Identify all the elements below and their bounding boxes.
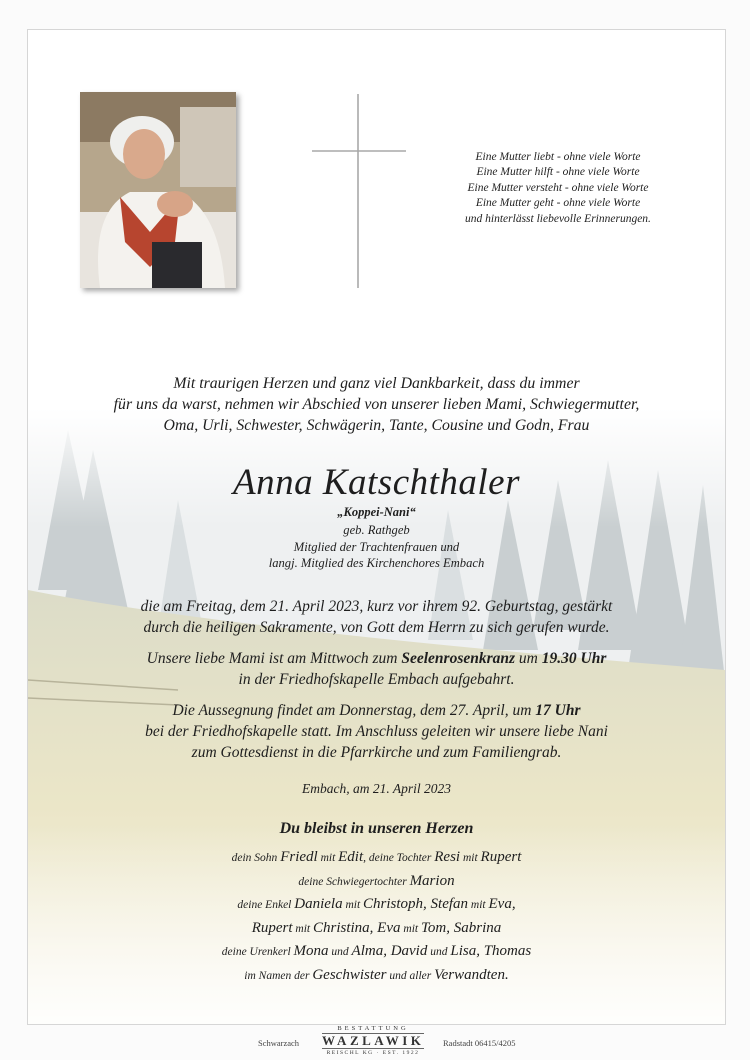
logo-sub: REISCHL KG · EST. 1922	[326, 1050, 420, 1056]
family-name: Christina, Eva	[313, 919, 401, 936]
family-name: Christoph, Stefan	[363, 896, 469, 912]
funeral-line-2: bei der Friedhofskapelle statt. Im Anschluss geleiten wir unsere liebe Nani	[145, 723, 608, 740]
intro-line: für uns da warst, nehmen wir Abschied von unserer lieben Mami, Schwiegermutter,	[113, 396, 640, 413]
family-line	[28, 964, 725, 988]
footer	[0, 1024, 750, 1060]
family-line	[28, 917, 725, 941]
poem-line: und hinterlässt liebevolle Erinnerungen.	[465, 212, 651, 225]
funeral-paragraph	[28, 700, 725, 763]
family-text: im Namen der	[244, 969, 313, 982]
poem-line: Eine Mutter liebt - ohne viele Worte	[475, 151, 641, 163]
footer-location-left: Schwarzach	[258, 1038, 300, 1048]
detail-line: geb. Rathgeb	[343, 523, 410, 537]
family-text: deine Urenkerl	[221, 946, 294, 958]
family-text: mit	[468, 899, 489, 911]
footer-location-right: Radstadt 06415/4205	[443, 1038, 516, 1048]
rosary-line-1	[28, 648, 725, 669]
family-name: Mona	[293, 943, 329, 959]
cross-icon	[312, 94, 406, 288]
family-text: mit	[400, 922, 421, 935]
family-text: mit	[342, 899, 364, 911]
detail-line: Mitglied der Trachtenfrauen und	[293, 539, 460, 554]
family-name: Edit	[338, 849, 364, 865]
family-name: Rupert	[480, 849, 522, 865]
family-list	[28, 846, 725, 987]
intro-line: Oma, Urli, Schwester, Schwägerin, Tante, Cousine und Godn, Frau	[163, 417, 590, 434]
family-name: Rupert	[251, 919, 293, 936]
rosary-event: Seelenrosenkranz	[401, 650, 516, 667]
family-text: und aller	[386, 969, 435, 982]
poem-line: Eine Mutter geht - ohne viele Worte	[475, 197, 641, 210]
family-text: mit	[460, 852, 481, 864]
family-name: Tom, Sabrina	[420, 919, 502, 936]
funeral-text: Die Aussegnung findet am Donnerstag, dem 27. April, um	[172, 702, 536, 719]
deceased-nickname: „Koppei-Nani“	[337, 505, 416, 519]
family-name: Geschwister	[312, 966, 387, 983]
funeral-line-3: zum Gottesdienst in die Pfarrkirche und zum Familiengrab.	[191, 744, 562, 761]
rosary-text: um	[515, 650, 542, 667]
funeral-home-logo	[314, 1025, 432, 1056]
family-name: Daniela	[294, 896, 343, 912]
obituary-page	[27, 29, 726, 1025]
funeral-time: 17 Uhr	[535, 702, 581, 719]
intro-line: Mit traurigen Herzen und ganz viel Dankbarkeit, dass du immer	[173, 375, 580, 392]
intro-text	[28, 373, 725, 436]
family-text: mit	[317, 852, 339, 864]
family-line	[28, 846, 725, 870]
family-name: Alma, David	[351, 943, 428, 959]
poem-line: Eine Mutter hilft - ohne viele Worte	[476, 166, 640, 179]
place-date: Embach, am 21. April 2023	[302, 781, 451, 796]
poem	[408, 150, 708, 227]
family-text: und	[328, 946, 352, 958]
detail-line: langj. Mitglied des Kirchenchores Embach	[268, 556, 485, 570]
rosary-time: 19.30 Uhr	[541, 650, 607, 667]
family-text: , deine Tochter	[363, 852, 435, 864]
family-name: Friedl	[280, 849, 318, 865]
death-line: die am Freitag, dem 21. April 2023, kurz vor ihrem 92. Geburtstag, gestärkt	[140, 598, 613, 615]
family-line	[28, 940, 725, 964]
family-name: Resi	[434, 849, 461, 865]
family-text: und	[427, 946, 451, 958]
portrait-photo	[80, 92, 236, 288]
family-text: mit	[292, 922, 313, 935]
family-name: Verwandten.	[434, 966, 509, 983]
family-text: deine Enkel	[237, 899, 295, 911]
logo-top: BESTATTUNG	[337, 1025, 409, 1032]
death-line: durch die heiligen Sakramente, von Gott dem Herrn zu sich gerufen wurde.	[143, 619, 610, 636]
family-line	[28, 893, 725, 917]
death-paragraph	[28, 596, 725, 638]
funeral-line-1	[28, 700, 725, 721]
deceased-name: Anna Katschthaler	[232, 462, 520, 503]
family-line	[28, 870, 725, 894]
poem-line: Eine Mutter versteht - ohne viele Worte	[467, 181, 649, 194]
heart-line: Du bleibst in unseren Herzen	[279, 820, 474, 837]
rosary-paragraph	[28, 648, 725, 690]
family-name: Eva,	[488, 896, 516, 912]
rosary-line-2: in der Friedhofskapelle Embach aufgebahrt.	[238, 671, 515, 688]
family-name: Lisa, Thomas	[450, 943, 532, 959]
rosary-text: Unsere liebe Mami ist am Mittwoch zum	[146, 650, 402, 667]
family-text: deine Schwiegertochter	[298, 875, 410, 888]
deceased-details	[28, 522, 725, 572]
logo-main: WAZLAWIK	[322, 1033, 425, 1048]
family-name: Marion	[409, 872, 455, 889]
family-text: dein Sohn	[231, 852, 281, 864]
